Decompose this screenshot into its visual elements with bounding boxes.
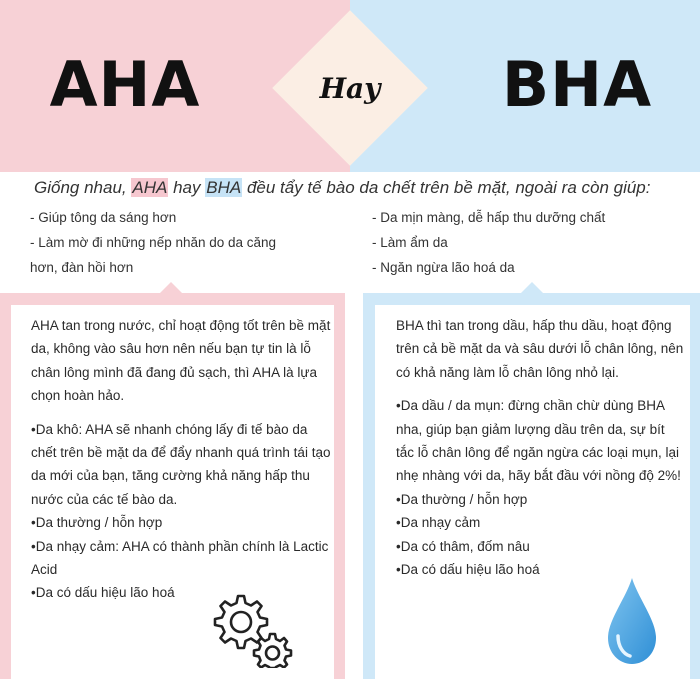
aha-bullet: •Da nhạy cảm: AHA có thành phần chính là Lactic Acid (31, 538, 329, 578)
intro-sentence (34, 178, 674, 198)
list-item: - Da mịn màng, dễ hấp thu dưỡng chất (372, 210, 606, 225)
bha-paragraph: BHA thì tan trong dầu, hấp thu dầu, hoạt động trên cả bề mặt da và sâu dưới lỗ chân lông, nên có khả năng làm lỗ chân lông nhỏ lại. (396, 318, 684, 380)
bha-bullet: •Da có thâm, đốm nâu (396, 538, 530, 554)
bha-box-text (396, 314, 686, 581)
water-drop-icon (604, 576, 660, 666)
aha-bullet: •Da thường / hỗn hợp (31, 515, 163, 531)
aha-title: AHA (49, 48, 201, 121)
bha-bullet: •Da có dấu hiệu lão hoá (396, 562, 540, 578)
intro-bha-highlight: BHA (206, 178, 242, 197)
common-benefits-left (30, 205, 350, 280)
bha-bullet: •Da nhạy cảm (396, 515, 481, 531)
header-banner (0, 0, 700, 172)
bha-bullet: •Da thường / hỗn hợp (396, 491, 528, 507)
list-item: hơn, đàn hồi hơn (30, 260, 134, 275)
intro-prefix: Giống nhau, (34, 178, 127, 197)
bha-bullet: •Da dầu / da mụn: đừng chần chừ dùng BHA nha, giúp bạn giảm lượng dầu trên da, sự bít tắc lỗ chân lông để ngăn ngừa các loại mụn, lại nhẹ nhàng với da, hãy bắt đầu với nồng độ 2%! (396, 398, 681, 484)
hay-word: Hay (319, 72, 381, 105)
gears-icon (208, 588, 298, 668)
list-item: - Giúp tông da sáng hơn (30, 210, 177, 225)
list-item: - Làm mờ đi những nếp nhăn do da căng (30, 235, 277, 250)
common-benefits-right (372, 205, 692, 280)
bha-title: BHA (501, 48, 653, 121)
list-item: - Ngăn ngừa lão hoá da (372, 260, 515, 275)
intro-suffix: đều tẩy tế bào da chết trên bề mặt, ngoài ra còn giúp: (246, 178, 651, 197)
list-item: - Làm ẩm da (372, 235, 448, 250)
intro-hay: hay (173, 178, 201, 197)
aha-bullet: •Da có dấu hiệu lão hoá (31, 585, 175, 601)
intro-aha-highlight: AHA (132, 178, 168, 197)
aha-bullet: •Da khô: AHA sẽ nhanh chóng lấy đi tế bào da chết trên bề mặt da để đẩy nhanh quá trình tái tạo da mới của bạn, tăng cường khả năng hấp thu nước của các tế bào da. (31, 421, 331, 507)
aha-paragraph: AHA tan trong nước, chỉ hoạt động tốt trên bề mặt da, không vào sâu hơn nên nếu bạn tự tin là lỗ chân lông mình đã đang đủ sạch, thì AHA là lựa chọn hoàn hảo. (31, 318, 331, 404)
aha-box-text (31, 314, 331, 605)
